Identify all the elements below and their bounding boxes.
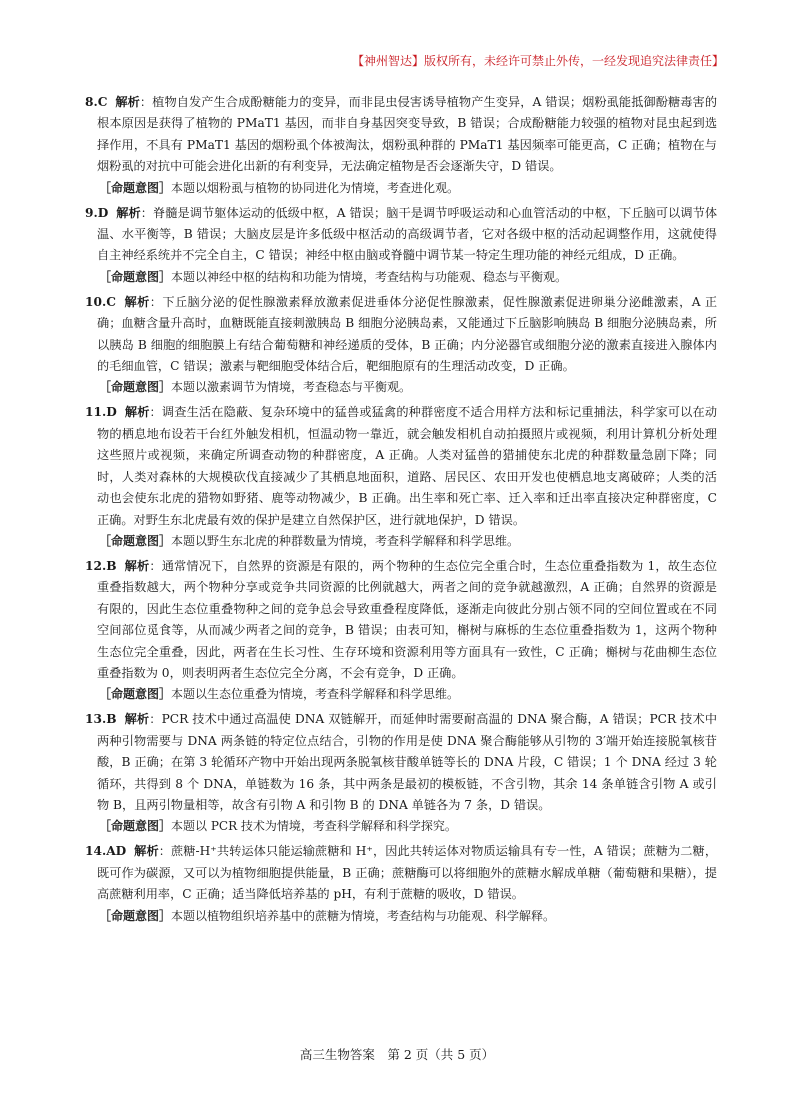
answer-content	[85, 92, 717, 931]
intent-label: ［命题意图］	[99, 269, 172, 284]
question-11	[85, 402, 717, 530]
analysis-label: 解析	[124, 712, 150, 727]
intent-text: 本题以神经中枢的结构和功能为情境，考查结构与功能观、稳态与平衡观。	[171, 269, 568, 284]
analysis-text: ：植物自发产生合成酚糖能力的变异，而非昆虫侵害诱导植物产生变异，A 错误；烟粉虱能抵御酚糖毒害的根本原因是获得了植物的 PMaT1 基因，而非自身基因突变导致，B 错误；合成酚糖能力较强的植物对昆虫起到选择作用，不具有 PMaT1 基因的烟粉虱个体被淘汰，烟粉虱种群的 PMaT1 基因频率可能更高，C 正确；植物在与烟粉虱的对抗中可能会进化出新的有利变异，无法确定植物是否会逐渐失守，D 错误。	[97, 95, 718, 174]
question-number: 10.	[85, 294, 107, 309]
intent-label: ［命题意图］	[99, 180, 172, 195]
intent-text: 本题以植物组织培养基中的蔗糖为情境，考查结构与功能观、科学解释。	[171, 908, 556, 923]
intent-8	[85, 178, 717, 199]
question-number: 8.	[85, 95, 98, 109]
intent-text: 本题以生态位重叠为情境，考查科学解释和科学思维。	[171, 687, 460, 702]
question-answer: B	[106, 558, 117, 573]
intent-text: 本题以野生东北虎的种群数量为情境，考查科学解释和科学思维。	[171, 533, 520, 548]
question-9	[85, 203, 717, 267]
analysis-text: ：PCR 技术中通过高温使 DNA 双链解开，而延伸时需要耐高温的 DNA 聚合酶，A 错误；PCR 技术中两种引物需要与 DNA 两条链的特定位点结合，引物的作用是使 DNA 聚合酶能够从引物的 3′端开始连接脱氧核苷酸，B 正确；在第 3 轮循环产物中开始出现两条脱氧核苷酸单链等长的 DNA 片段，C 错误；1 个 DNA 经过 3 轮循环，共得到 8 个 DNA，单链数为 16 条，其中两条是最初的模板链，不含引物，其余 14 条单链含引物 A 或引物 B，且两引物量相等，故含有引物 A 和引物 B 的 DNA 单链各为 7 条，D 错误。	[97, 712, 718, 812]
question-13	[85, 709, 717, 816]
analysis-label: 解析	[116, 205, 141, 220]
question-10	[85, 292, 717, 378]
question-answer: AD	[106, 844, 127, 859]
analysis-label: 解析	[134, 844, 159, 859]
intent-9	[85, 267, 717, 288]
intent-label: ［命题意图］	[99, 380, 172, 395]
intent-13	[85, 816, 717, 837]
analysis-label: 解析	[124, 294, 150, 309]
analysis-label: 解析	[124, 558, 150, 573]
analysis-label: 解析	[115, 95, 140, 109]
analysis-text: ：下丘脑分泌的促性腺激素释放激素促进垂体分泌促性腺激素，促性腺激素促进卵巢分泌雌激素，A 正确；血糖含量升高时，血糖既能直接刺激胰岛 B 细胞分泌胰岛素，又能通过下丘脑影响胰岛 B 细胞分泌胰岛素，所以胰岛 B 细胞的细胞膜上有结合葡萄糖和神经递质的受体，B 正确；内分泌器官或细胞分泌的激素直接进入腺体内的毛细血管，C 错误；激素与靶细胞受体结合后，靶细胞原有的生理活动改变，D 正确。	[97, 294, 718, 374]
analysis-label: 解析	[124, 405, 150, 420]
question-answer: B	[106, 712, 117, 727]
question-number: 11.	[85, 405, 107, 420]
intent-14	[85, 906, 717, 927]
intent-text: 本题以激素调节为情境，考查稳态与平衡观。	[171, 380, 412, 395]
question-8	[85, 92, 717, 178]
question-number: 9.	[85, 205, 98, 220]
question-answer: C	[106, 294, 116, 309]
analysis-text: ：蔗糖-H⁺共转运体只能运输蔗糖和 H⁺，因此共转运体对物质运输具有专一性，A 错误；蔗糖为二糖，既可作为碳源，又可以为植物细胞提供能量，B 正确；蔗糖酶可以将细胞外的蔗糖水解成单糖（葡萄糖和果糖），提高蔗糖利用率，C 正确；适当降低培养基的 pH，有利于蔗糖的吸收，D 错误。	[97, 844, 718, 902]
analysis-text: ：脊髓是调节躯体运动的低级中枢，A 错误；脑干是调节呼吸运动和心血管活动的中枢，下丘脑可以调节体温、水平衡等，B 错误；大脑皮层是许多低级中枢活动的高级调节者，它对各级中枢的活动起调整作用，这就使得自主神经系统并不完全自主，C 错误；神经中枢由脑或脊髓中调节某一特定生理功能的神经元组成，D 正确。	[97, 205, 718, 263]
question-12	[85, 556, 717, 684]
header-notice: 【神州智达】版权所有，未经许可禁止外传，一经发现追究法律责任】	[351, 54, 724, 68]
intent-text: 本题以 PCR 技术为情境，考查科学解释和科学探究。	[171, 819, 457, 834]
intent-11	[85, 531, 717, 552]
page-footer	[0, 1045, 794, 1063]
intent-12	[85, 684, 717, 705]
question-number: 12.	[85, 558, 107, 573]
question-answer: D	[97, 205, 109, 220]
page-number-text: 高三生物答案 第 2 页（共 5 页）	[299, 1047, 495, 1062]
intent-label: ［命题意图］	[99, 687, 172, 702]
intent-text: 本题以烟粉虱与植物的协同进化为情境，考查进化观。	[171, 180, 460, 195]
question-number: 13.	[85, 712, 107, 727]
question-answer: D	[106, 405, 117, 420]
intent-10	[85, 377, 717, 398]
intent-label: ［命题意图］	[99, 533, 172, 548]
analysis-text: ：调查生活在隐蔽、复杂环境中的猛兽或猛禽的种群密度不适合用样方法和标记重捕法，科学家可以在动物的栖息地布设若干台红外触发相机，恒温动物一靠近，就会触发相机自动拍摄照片或视频，利用计算机分析处理这些照片或视频，来确定所调查动物的种群密度，A 正确。人类对猛兽的猎捕使东北虎的种群数量急剧下降；同时，人类对森林的大规模砍伐直接减少了其栖息地面积，道路、居民区、农田开发也使栖息地支离破碎；人类的活动也会使东北虎的猎物如野猪、鹿等动物减少，B 正确。出生率和死亡率、迁入率和迁出率直接决定种群密度，C 正确。对野生东北虎最有效的保护是建立自然保护区，进行就地保护，D 错误。	[97, 405, 718, 527]
question-number: 14.	[85, 844, 107, 859]
analysis-text: ：通常情况下，自然界的资源是有限的，两个物种的生态位完全重合时，生态位重叠指数为 1，故生态位重叠指数越大，两个物种分享或竞争共同资源的比例就越大，两者之间的竞争就越激烈，A 正确；自然界的资源是有限的，因此生态位重叠物种之间的竞争总会导致重叠程度降低，逐渐走向彼此分别占领不同的空间位置或在不同空间部位觅食等，从而减少两者之间的竞争，B 错误；由表可知，槲树与麻栎的生态位重叠指数为 1，这两个物种生态位完全重叠，因此，两者在生长习性、生存环境和资源利用等方面具有一致性，C 正确；槲树与花曲柳生态位重叠指数为 0，则表明两者生态位完全分离，不会有竞争，D 正确。	[97, 558, 718, 680]
question-answer: C	[97, 95, 108, 109]
question-14	[85, 841, 717, 905]
copyright-header	[352, 52, 724, 69]
intent-label: ［命题意图］	[99, 908, 172, 923]
intent-label: ［命题意图］	[99, 819, 172, 834]
